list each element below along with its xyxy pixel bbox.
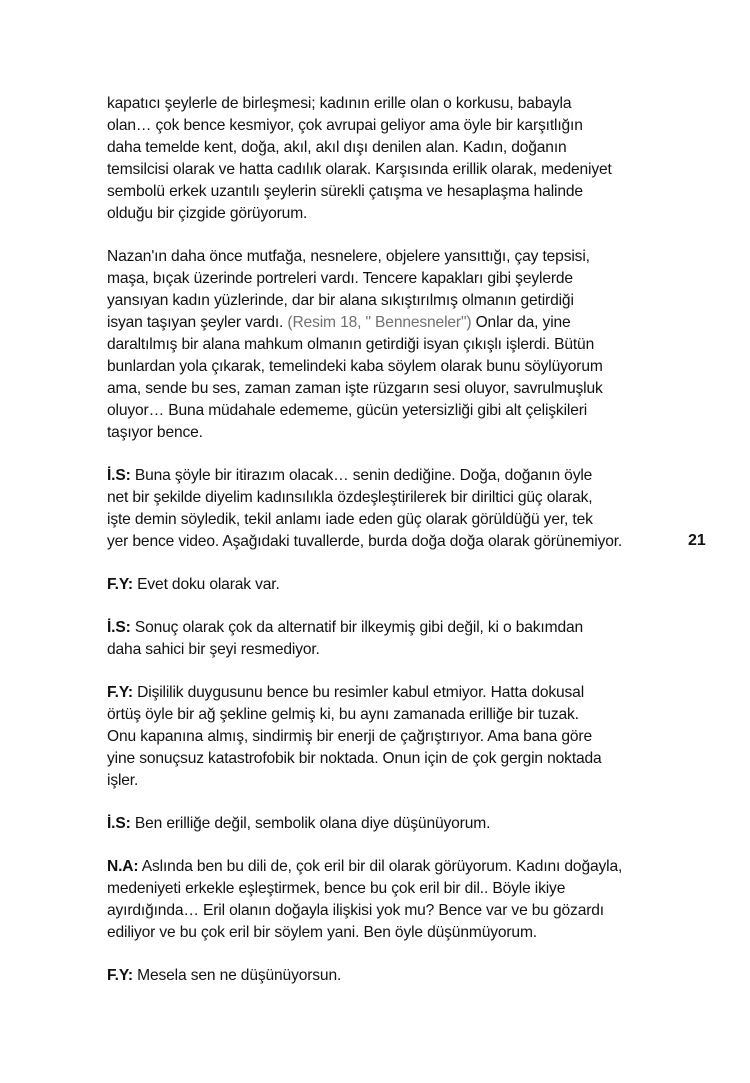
- text-line: Evet doku olarak var.: [132, 576, 280, 593]
- text-line: olduğu bir çizgide görüyorum.: [107, 205, 308, 222]
- text-line: isyan taşıyan şeyler vardı.: [107, 314, 288, 331]
- text-line: Sonuç olarak çok da alternatif bir ilkeymiş gibi değil, ki o bakımdan: [130, 619, 584, 636]
- text-line: daha sahici bir şeyi resmediyor.: [107, 641, 320, 658]
- text-line: kapatıcı şeylerle de birleşmesi; kadının erille olan o korkusu, babayla: [107, 95, 572, 112]
- speaker-label: N.A:: [107, 858, 139, 875]
- text-line: Onu kapanına almış, sindirmiş bir enerji de çağrıştırıyor. Ama bana göre: [107, 728, 592, 745]
- dialogue-paragraph: [107, 574, 672, 596]
- text-line: örtüş öyle bir ağ şekline gelmiş ki, bu aynı zamanada erilliğe bir tuzak.: [107, 706, 579, 723]
- dialogue-paragraph: [107, 465, 672, 553]
- text-line: Aslında ben bu dili de, çok eril bir dil olarak görüyorum. Kadını doğayla,: [138, 858, 623, 875]
- text-line: ama, sende bu ses, zaman zaman işte rüzgarın sesi oluyor, savrulmuşluk: [107, 380, 603, 397]
- speaker-label: F.Y:: [107, 576, 133, 593]
- dialogue-paragraph: [107, 813, 672, 835]
- speaker-label: F.Y:: [107, 967, 133, 984]
- speaker-label: İ.S:: [107, 619, 131, 636]
- text-line: temsilcisi olarak ve hatta cadılık olarak. Karşısında erillik olarak, medeniyet: [107, 161, 612, 178]
- paragraph-2: [107, 246, 672, 444]
- paragraph-1: [107, 93, 672, 225]
- text-line: Nazan'ın daha önce mutfağa, nesnelere, objelere yansıttığı, çay tepsisi,: [107, 248, 590, 265]
- text-line: oluyor… Buna müdahale edememe, gücün yetersizliği gibi alt çelişkileri: [107, 402, 588, 419]
- text-line: Mesela sen ne düşünüyorsun.: [132, 967, 342, 984]
- text-line: olan… çok bence kesmiyor, çok avrupai geliyor ama öyle bir karşıtlığın: [107, 117, 583, 134]
- text-line: bunlardan yola çıkarak, temelindeki kaba söylem olarak bunu söylüyorum: [107, 358, 603, 375]
- speaker-label: F.Y:: [107, 684, 133, 701]
- speaker-label: İ.S:: [107, 815, 131, 832]
- text-line: sembolü erkek uzantılı şeylerin sürekli çatışma ve hesaplaşma halinde: [107, 183, 583, 200]
- text-line: maşa, bıçak üzerinde portreleri vardı. Tencere kapakları gibi şeylerde: [107, 270, 573, 287]
- text-line: işler.: [107, 772, 139, 789]
- text-line: yine sonuçsuz katastrofobik bir noktada. Onun için de çok gergin noktada: [107, 750, 602, 767]
- text-line: daraltılmış bir alana mahkum olmanın getirdiği isyan çıkışlı işlerdi. Bütün: [107, 336, 595, 353]
- body-text: [107, 93, 672, 1008]
- text-line: yer bence video. Aşağıdaki tuvallerde, burda doğa doğa olarak görünemiyor.: [107, 533, 623, 550]
- text-line: taşıyor bence.: [107, 424, 203, 441]
- image-reference: (Resim 18, " Bennesneler"): [287, 314, 472, 331]
- dialogue-paragraph: [107, 617, 672, 661]
- text-line: yansıyan kadın yüzlerinde, dar bir alana sıkıştırılmış olmanın getirdiği: [107, 292, 574, 309]
- dialogue-paragraph: [107, 965, 672, 987]
- text-line: medeniyeti erkekle eşleştirmek, bence bu çok eril bir dil.. Böyle ikiye: [107, 880, 566, 897]
- text-line: işte demin söyledik, tekil anlamı iade eden güç olarak görüldüğü yer, tek: [107, 511, 593, 528]
- text-line: Dişililik duygusunu bence bu resimler kabul etmiyor. Hatta dokusal: [132, 684, 585, 701]
- dialogue-paragraph: [107, 856, 672, 944]
- text-line: Buna şöyle bir itirazım olacak… senin dediğine. Doğa, doğanın öyle: [130, 467, 593, 484]
- text-line: ediliyor ve bu çok eril bir söylem yani. Ben öyle düşünmüyorum.: [107, 924, 537, 941]
- text-line: daha temelde kent, doğa, akıl, akıl dışı denilen alan. Kadın, doğanın: [107, 139, 567, 156]
- dialogue-paragraph: [107, 682, 672, 792]
- text-line: ayırdığında… Eril olanın doğayla ilişkisi yok mu? Bence var ve bu gözardı: [107, 902, 604, 919]
- speaker-label: İ.S:: [107, 467, 131, 484]
- text-line: Onlar da, yine: [471, 314, 571, 331]
- text-line: net bir şekilde diyelim kadınsılıkla özdeşleştirilerek bir diriltici güç olarak,: [107, 489, 593, 506]
- page-number: 21: [688, 532, 706, 549]
- text-line: Ben erilliğe değil, sembolik olana diye düşünüyorum.: [130, 815, 491, 832]
